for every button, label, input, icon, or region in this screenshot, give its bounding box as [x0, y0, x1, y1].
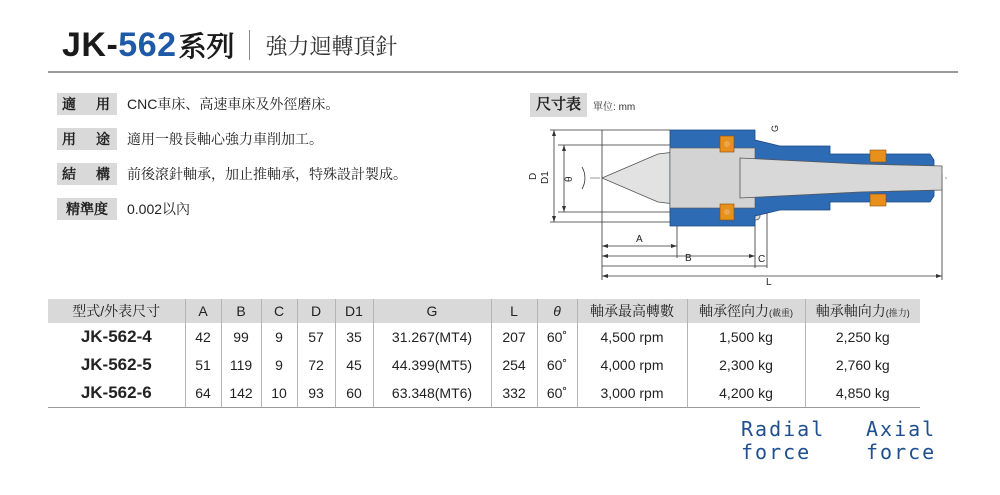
label-A: A: [636, 234, 643, 245]
cell-radial: 1,500 kg: [687, 323, 805, 351]
cell-d: 72: [297, 351, 335, 379]
cell-l: 207: [491, 323, 537, 351]
cell-a: 42: [185, 323, 221, 351]
spec-row: [57, 197, 407, 221]
label-L: L: [766, 277, 772, 288]
table-row: [48, 323, 920, 351]
col-header: 軸承徑向力(載重): [687, 299, 805, 323]
spec-label: 結 構: [57, 163, 117, 185]
cell-d1: 35: [335, 323, 373, 351]
live-center-drawing: [530, 118, 950, 288]
cell-rpm: 3,000 rpm: [577, 379, 687, 408]
spec-label: 精準度: [57, 198, 117, 220]
spec-row: [57, 127, 407, 151]
label-C: C: [758, 254, 766, 265]
model-cell: JK-562-4: [80, 327, 152, 346]
spec-table: [48, 299, 920, 408]
spec-value: 適用一般長軸心強力車削加工。: [127, 131, 323, 147]
radial-force-caption: Radial force: [741, 417, 826, 464]
cell-a: 51: [185, 351, 221, 379]
spec-value: CNC車床、高速車床及外徑磨床。: [127, 96, 340, 112]
col-header: L: [491, 299, 537, 323]
table-header-row: [48, 299, 920, 323]
cell-theta: 60˚: [537, 379, 577, 408]
spec-row: [57, 92, 407, 116]
cell-b: 142: [221, 379, 261, 408]
col-header: A: [185, 299, 221, 323]
page-title: [62, 22, 398, 68]
model-cell: JK-562-5: [80, 355, 152, 374]
cell-b: 99: [221, 323, 261, 351]
col-header: C: [261, 299, 297, 323]
title-divider: [249, 30, 250, 60]
spec-label: 適 用: [57, 93, 117, 115]
col-header: D1: [335, 299, 373, 323]
cell-rpm: 4,500 rpm: [577, 323, 687, 351]
spec-value: 前後滾針軸承，加止推軸承，特殊設計製成。: [127, 166, 407, 182]
cell-rpm: 4,000 rpm: [577, 351, 687, 379]
cell-g: 44.399(MT5): [373, 351, 491, 379]
code-prefix: JK-: [62, 25, 119, 64]
model-cell: JK-562-6: [48, 379, 185, 408]
label-B: B: [685, 253, 692, 264]
cell-axial: 2,760 kg: [805, 351, 920, 379]
table-row: [48, 351, 920, 379]
label-D1: D1: [540, 171, 551, 184]
cell-b: 119: [221, 351, 261, 379]
title-subtitle: 強力迴轉頂針: [265, 33, 398, 59]
col-header: B: [221, 299, 261, 323]
col-header: 軸承最高轉數: [577, 299, 687, 323]
label-theta: θ: [564, 176, 575, 182]
spec-row: [57, 162, 407, 186]
cell-theta: 60˚: [537, 351, 577, 379]
cell-d1: 60: [335, 379, 373, 408]
cell-l: 254: [491, 351, 537, 379]
cell-c: 9: [261, 351, 297, 379]
cell-d1: 45: [335, 351, 373, 379]
col-header: G: [373, 299, 491, 323]
cell-c: 10: [261, 379, 297, 408]
cell-radial: 4,200 kg: [687, 379, 805, 408]
col-header: D: [297, 299, 335, 323]
cell-axial: 4,850 kg: [805, 379, 920, 408]
axial-force-caption: Axial force: [866, 417, 937, 464]
title-series: 系列: [178, 31, 235, 62]
cell-d: 93: [297, 379, 335, 408]
cell-axial: 2,250 kg: [805, 323, 920, 351]
cell-l: 332: [491, 379, 537, 408]
cell-radial: 2,300 kg: [687, 351, 805, 379]
cell-c: 9: [261, 323, 297, 351]
code-number: 562: [118, 25, 177, 64]
product-code: [62, 26, 177, 65]
col-header: 型式/外表尺寸: [48, 299, 185, 323]
cell-g: 31.267(MT4): [373, 323, 491, 351]
spec-value: 0.002以內: [127, 201, 191, 217]
cell-a: 64: [185, 379, 221, 408]
cell-d: 57: [297, 323, 335, 351]
col-header: 軸承軸向力(推力): [805, 299, 920, 323]
spec-label: 用 途: [57, 128, 117, 150]
dimension-unit: 單位: mm: [593, 101, 636, 113]
label-G: G: [770, 124, 780, 132]
label-D: D: [528, 172, 539, 180]
dimension-title: 尺寸表: [530, 93, 587, 117]
dimension-header: [530, 93, 635, 117]
table-row: [48, 379, 920, 408]
spec-list: [57, 92, 407, 232]
cell-g: 63.348(MT6): [373, 379, 491, 408]
top-divider: [48, 71, 958, 73]
cell-theta: 60˚: [537, 323, 577, 351]
col-header: θ: [537, 299, 577, 323]
